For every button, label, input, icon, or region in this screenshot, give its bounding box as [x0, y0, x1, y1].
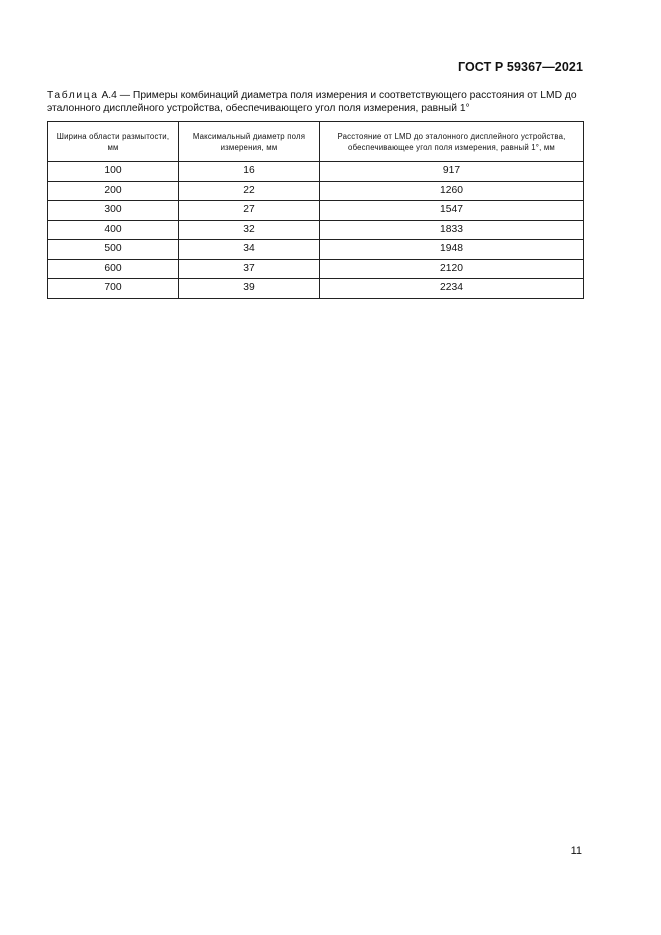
cell-distance: 1948	[320, 240, 584, 260]
table-row	[48, 220, 584, 240]
cell-distance: 917	[320, 162, 584, 182]
column-header-max-diameter: Максимальный диаметр поля измерения, мм	[179, 122, 320, 162]
cell-distance: 1547	[320, 201, 584, 221]
cell-max-diameter: 39	[179, 279, 320, 299]
table-header-row	[48, 122, 584, 162]
cell-distance: 2234	[320, 279, 584, 299]
cell-blur-width: 100	[48, 162, 179, 182]
table-row	[48, 240, 584, 260]
document-code: ГОСТ Р 59367—2021	[457, 60, 583, 74]
column-header-distance: Расстояние от LMD до эталонного дисплейного устройства, обеспечивающее угол поля измерения, равный 1°, мм	[320, 122, 584, 162]
table-caption-text: А.4 — Примеры комбинаций диаметра поля измерения и соответствующего расстояния от LMD до эталонного дисплейного устройства, обеспечивающего угол поля измерения, равный 1°	[47, 90, 577, 114]
cell-blur-width: 200	[48, 181, 179, 201]
cell-max-diameter: 34	[179, 240, 320, 260]
cell-max-diameter: 27	[179, 201, 320, 221]
page-number: 11	[570, 845, 582, 857]
cell-distance: 1833	[320, 220, 584, 240]
table-caption-label: Таблица	[47, 90, 99, 101]
cell-max-diameter: 32	[179, 220, 320, 240]
cell-blur-width: 400	[48, 220, 179, 240]
cell-distance: 2120	[320, 259, 584, 279]
table-row	[48, 279, 584, 299]
column-header-blur-width: Ширина области размытости, мм	[48, 122, 179, 162]
cell-blur-width: 600	[48, 259, 179, 279]
cell-blur-width: 500	[48, 240, 179, 260]
cell-max-diameter: 22	[179, 181, 320, 201]
table-row	[48, 162, 584, 182]
cell-blur-width: 700	[48, 279, 179, 299]
table-row	[48, 201, 584, 221]
table-row	[48, 181, 584, 201]
table-caption	[47, 89, 587, 115]
cell-max-diameter: 16	[179, 162, 320, 182]
cell-max-diameter: 37	[179, 259, 320, 279]
cell-distance: 1260	[320, 181, 584, 201]
cell-blur-width: 300	[48, 201, 179, 221]
data-table	[47, 121, 584, 299]
table-row	[48, 259, 584, 279]
